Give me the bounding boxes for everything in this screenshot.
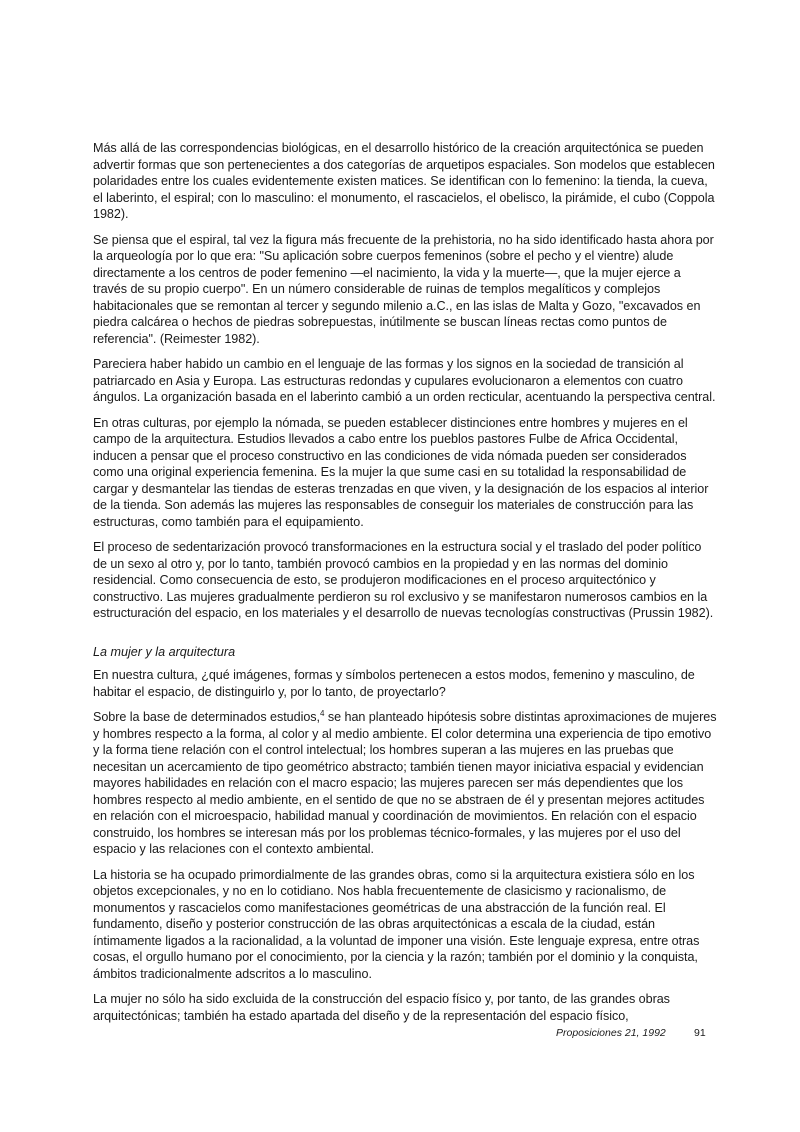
paragraph: Se piensa que el espiral, tal vez la figura más frecuente de la prehistoria, no ha sido identificado hasta ahora por la arqueología por lo que era: "Su aplicación sobre cuerpos femeninos (sobre el pecho y el vientre) alude directamente a los centros de poder femenino —el nacimiento, la vida y la muerte—, que la mujer ejerce a través de su propio cuerpo". En un número considerable de ruinas de templos megalíticos y complejos habitacionales que se remontan al tercer y segundo milenio a.C., en las islas de Malta y Gozo, "excavados en piedra calcárea o hechos de piedras sobrepuestas, inútilmente se buscan líneas rectas como puntos de referencia". (Reimester 1982). [93, 232, 714, 346]
paragraph: El proceso de sedentarización provocó transformaciones en la estructura social y el traslado del poder político de un sexo al otro y, por lo tanto, también provocó cambios en la propiedad y en las normas del dominio residencial. Como consecuencia de esto, se produjeron modificaciones en el proceso arquitectónico y constructivo. Las mujeres gradualmente perdieron su rol exclusivo y se manifestaron numerosos cambios en la estructuración del espacio, en los materiales y el desarrollo de nuevas tecnologías constructivas (Prussin 1982). [93, 540, 714, 620]
page-body [93, 140, 718, 1033]
paragraph: La historia se ha ocupado primordialmente de las grandes obras, como si la arquitectura existiera sólo en los objetos excepcionales, y no en lo cotidiano. Nos habla frecuentemente de clasicismo y racionalismo, de monumentos y rascacielos como manifestaciones geométricas de una abstracción de la función real. El fundamento, diseño y posterior construcción de las obras arquitectónicas a escala de la ciudad, están íntimamente ligados a la racionalidad, a la voluntad de imponer una visión. Este lenguaje expresa, entre otras cosas, el orgullo humano por el conocimiento, por la ciencia y la razón; también por el dominio y la conquista, ámbitos tradicionalmente adscritos a lo masculino. [93, 867, 700, 981]
paragraph: Más allá de las correspondencias biológicas, en el desarrollo histórico de la creación arquitectónica se pueden advertir formas que son pertenecientes a dos categorías de arquetipos espaciales. Son modelos que establecen polaridades entre los cuales evidentemente existen matices. Se identifican con lo femenino: la tienda, la cueva, el laberinto, el espiral; con lo masculino: el monumento, el rascacielos, el obelisco, la pirámide, el cubo (Coppola 1982). [93, 141, 715, 221]
paragraph-text: Sobre la base de determinados estudios, [93, 710, 320, 724]
section-heading: La mujer y la arquitectura [93, 644, 236, 659]
paragraph: La mujer no sólo ha sido excluida de la construcción del espacio físico y, por tanto, de las grandes obras arquitectónicas; también ha estado apartada del diseño y de la representación del espacio físico, [93, 992, 670, 1023]
journal-citation: Proposiciones 21, 1992 [556, 1027, 666, 1039]
page-number: 91 [694, 1027, 706, 1039]
paragraph-text: se han planteado hipótesis sobre distintas aproximaciones de mujeres y hombres respecto a la forma, al color y al medio ambiente. El color determina una experiencia de tipo emotivo y la forma tiene relación con el control intelectual; los hombres superan a las mujeres en las pruebas que necesitan un acercamiento de tipo geométrico abstracto; también tienen mayor iniciativa espacial y evidencian mayores habilidades en relación con el macro espacio; las mujeres parecen ser más dependientes que los hombres respecto al medio ambiente, en el sentido de que no se abstraen de él y presentan mejores actitudes en relación con el microespacio, habilidad manual y coordinación de movimientos. En relación con el espacio construido, los hombres se interesan más por los problemas técnico-formales, y las mujeres por el uso del espacio y las relaciones con el contexto ambiental. [93, 710, 717, 856]
paragraph: Pareciera haber habido un cambio en el lenguaje de las formas y los signos en la sociedad de transición al patriarcado en Asia y Europa. Las estructuras redondas y cupulares evolucionaron a elementos con cuatro ángulos. La organización basada en el laberinto cambió a un orden recticular, acentuando la perspectiva central. [93, 357, 716, 404]
paragraph: En nuestra cultura, ¿qué imágenes, formas y símbolos pertenecen a estos modos, femenino y masculino, de habitar el espacio, de distinguirlo y, por lo tanto, de proyectarlo? [93, 668, 695, 699]
paragraph-with-footnote [93, 709, 718, 858]
footnote-reference[interactable]: 4 [319, 708, 325, 718]
paragraph: En otras culturas, por ejemplo la nómada, se pueden establecer distinciones entre hombres y mujeres en el campo de la arquitectura. Estudios llevados a cabo entre los pueblos pastores Fulbe de Africa Occidental, inducen a pensar que el proceso constructivo en las condiciones de vida nómada pueden ser considerados como una original experiencia femenina. Es la mujer la que sume casi en su totalidad la responsabilidad de cargar y desmantelar las tiendas de esteras trenzadas en que viven, y la designación de los espacios al interior de la tienda. Son además las mujeres las responsables de conseguir los materiales de construcción para las estructuras, como también para el equipamiento. [93, 415, 709, 529]
